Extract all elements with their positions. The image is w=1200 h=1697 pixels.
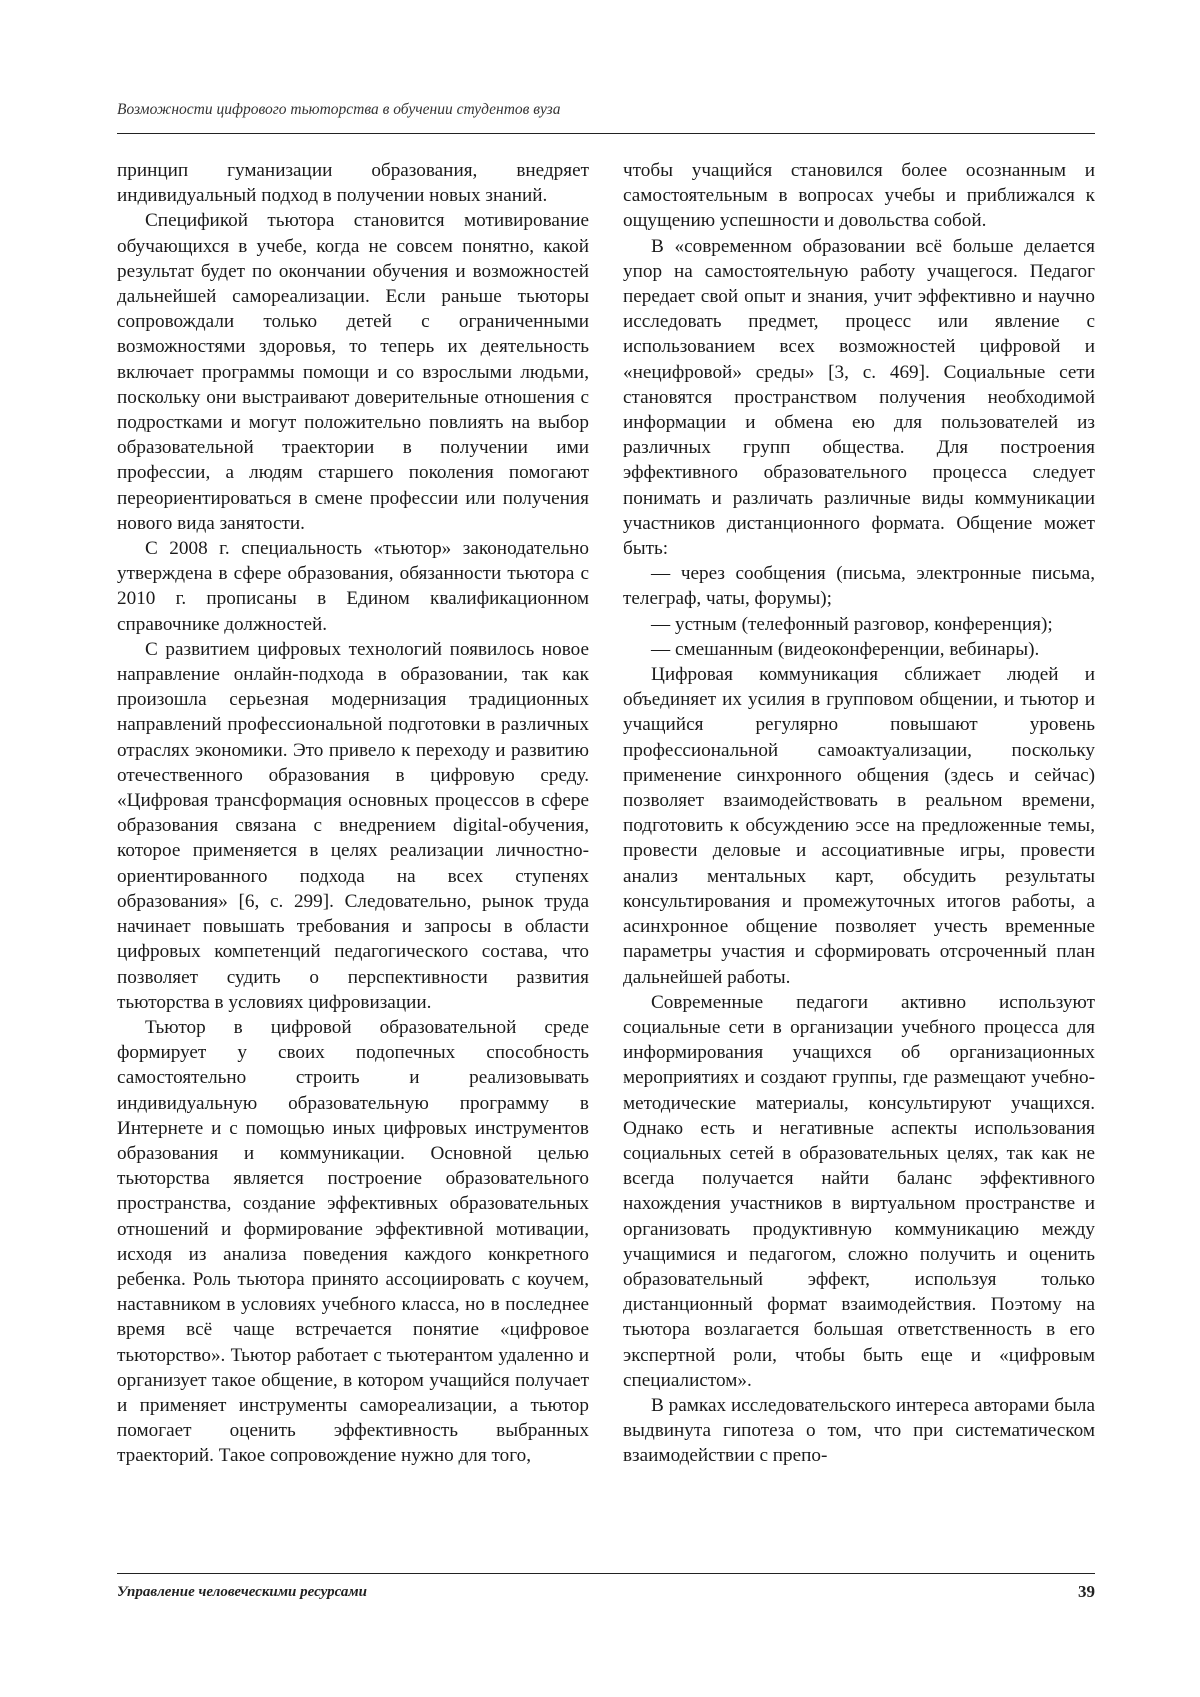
paragraph: чтобы учащийся становился более осознанным и самостоятельным в вопросах учебы и приближался к ощущению успешности и довольства собой. xyxy=(623,160,1095,232)
journal-title: Управление человеческими ресурсами xyxy=(117,1584,367,1600)
running-title: Возможности цифрового тьюторства в обучении студентов вуза xyxy=(117,101,561,118)
paragraph: Современные педагоги активно используют социальные сети в организации учебного процесса для информирования учащихся об организационных мероприятиях и создают группы, где размещают учебно-методические материалы, консультируют учащихся. Однако есть и негативные аспекты использования социальных сетей в образовательных целях, так как не всегда получается найти баланс эффективного нахождения участников в виртуальном пространстве и организовать продуктивную коммуникацию между учащимися и педагогом, сложно получить и оценить образовательный эффект, используя только дистанционный формат взаимодействия. Поэтому на тьютора возлагается большая ответственность в его экспертной роли, чтобы быть еще и «цифровым специалистом». xyxy=(623,991,1095,1391)
right-column xyxy=(623,158,1095,1553)
paragraph: В рамках исследовательского интереса авторами была выдвинута гипотеза о том, что при систематическом взаимодействии с препо- xyxy=(623,1394,1095,1467)
paragraph: С 2008 г. специальность «тьютор» законодательно утверждена в сфере образования, обязанности тьютора с 2010 г. прописаны в Едином квалификационном справочнике должностей. xyxy=(117,538,589,635)
paragraph: Тьютор в цифровой образовательной среде формирует у своих подопечных способность самостоятельно строить и реализовывать индивидуальную образовательную программу в Интернете и с помощью иных цифровых инструментов образования и коммуникации. Основной целью тьюторства является построение образовательного пространства, создание эффективных образовательных отношений и формирование эффективной мотивации, исходя из анализа поведения каждого конкретного ребенка. Роль тьютора принято ассоциировать с коучем, наставником в условиях учебного класса, но в последнее время всё чаще встречается понятие «цифровое тьюторство». Тьютор работает с тьютерантом удаленно и организует такое общение, в котором учащийся получает и применяет инструменты самореализации, а тьютор помогает оценить эффективность выбранных траекторий. Такое сопровождение нужно для того, xyxy=(117,1016,589,1467)
paragraph: В «современном образовании всё больше делается упор на самостоятельную работу учащегося. Педагог передает свой опыт и знания, учит эффективно и научно исследовать предмет, процесс или явление с использованием всех возможностей цифровой и «нецифровой» среды» [3, с. 469]. Социальные сети становятся пространством получения необходимой информации и обмена ею для пользователей из различных групп общества. Для построения эффективного образовательного процесса следует понимать и различать различные виды коммуникации участников дистанционного формата. Общение может быть: xyxy=(623,235,1095,560)
body-columns xyxy=(117,158,1095,1553)
list-item: — смешанным (видеоконференции, вебинары). xyxy=(651,638,1040,660)
left-column xyxy=(117,158,589,1553)
list-item: — через сообщения (письма, электронные письма, телеграф, чаты, форумы); xyxy=(623,563,1095,610)
footer-rule xyxy=(117,1573,1095,1574)
page-number: 39 xyxy=(1078,1582,1095,1601)
list-item: — устным (телефонный разговор, конференция); xyxy=(651,613,1053,635)
paragraph: С развитием цифровых технологий появилось новое направление онлайн-подхода в образовании, так как произошла серьезная модернизация традиционных направлений профессиональной подготовки в различных отраслях экономики. Это привело к переходу и развитию отечественного образования в цифровую среду. «Цифровая трансформация основных процессов в сфере образования связана с внедрением digital-обучения, которое применяется в целях реализации личностно-ориентированного подхода на всех ступенях образования» [6, с. 299]. Следовательно, рынок труда начинает повышать требования и запросы в области цифровых компетенций педагогического состава, что позволяет судить о перспективности развития тьюторства в условиях цифровизации. xyxy=(117,638,589,1013)
paragraph: Цифровая коммуникация сближает людей и объединяет их усилия в групповом общении, и тьютор и учащийся регулярно повышают уровень профессиональной самоактуализации, поскольку применение синхронного общения (здесь и сейчас) позволяет взаимодействовать в реальном времени, подготовить к обсуждению эссе на предложенные темы, провести деловые и ассоциативные игры, провести анализ ментальных карт, обсудить результаты консультирования и промежуточных итогов работы, а асинхронное общение позволяет учесть временные параметры участия и сформировать отсроченный план дальнейшей работы. xyxy=(623,664,1095,988)
paragraph: Спецификой тьютора становится мотивирование обучающихся в учебе, когда не совсем понятно, какой результат будет по окончании обучения и возможностей дальнейшей самореализации. Если раньше тьюторы сопровождали только детей с ограниченными возможностями здоровья, то теперь их деятельность включает программы помощи и со взрослыми людьми, поскольку они выстраивают доверительные отношения с подростками и могут положительно повлиять на выбор образовательной траектории в получении ими профессии, а людям старшего поколения помогают переориентироваться в смене профессии или получения нового вида занятости. xyxy=(117,210,589,534)
paragraph: принцип гуманизации образования, внедряет индивидуальный подход в получении новых знаний. xyxy=(117,160,589,207)
header-rule xyxy=(117,133,1095,134)
